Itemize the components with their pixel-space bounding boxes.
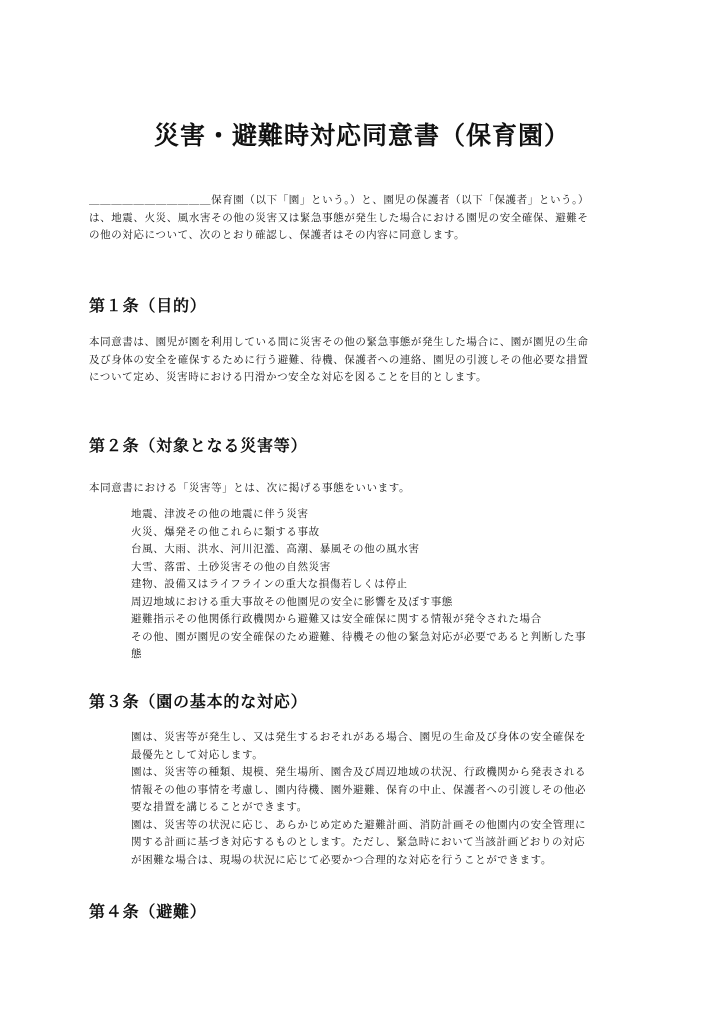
list-item: が困難な場合は、現場の状況に応じて必要かつ合理的な対応を行うことができます。 [131, 853, 552, 866]
intro-paragraph [89, 192, 649, 245]
article-1-line: 及び身体の安全を確保するために行う避難、待機、保護者への連絡、園児の引渡しその他必要な措置 [89, 353, 589, 366]
list-item: 要な措置を講じることができます。 [131, 801, 308, 813]
list-item: その他、園が園児の安全確保のため避難、待機その他の緊急対応が必要であると判断した事 [131, 630, 587, 643]
list-item: 態 [131, 648, 143, 660]
list-item: 最優先として対応します。 [131, 748, 264, 761]
article-4-heading: 第４条（避難） [89, 902, 207, 921]
intro-line: の他の対応について、次のとおり確認し、保護者はその内容に同意します。 [89, 229, 466, 241]
article-1-line: について定め、災害時における円滑かつ安全な対応を図ることを目的とします。 [89, 371, 488, 383]
article-2-heading: 第２条（対象となる災害等） [89, 436, 308, 455]
article-1-line: 本同意書は、園児が園を利用している間に災害その他の緊急事態が発生した場合に、園が園児の生命 [89, 336, 589, 348]
list-item: 台風、大雨、洪水、河川氾濫、高潮、暴風その他の風水害 [131, 543, 420, 555]
list-item: 地震、津波その他の地震に伴う災害 [131, 508, 309, 520]
intro-line: は、地震、火災、風水害その他の災害又は緊急事態が発生した場合における園児の安全確保、避難そ [89, 211, 589, 224]
list-item: 避難指示その他関係行政機関から避難又は安全確保に関する情報が発令された場合 [131, 613, 542, 625]
intro-line: ＿＿＿＿＿＿＿＿＿＿＿保育園（以下「園」という。）と、園児の保護者（以下「保護者」という。） [89, 194, 590, 206]
article-1-heading: 第１条（目的） [89, 296, 207, 315]
article-3-heading: 第３条（園の基本的な対応） [89, 692, 308, 711]
list-item: 周辺地域における重大事故その他園児の安全に影響を及ぼす事態 [131, 595, 453, 608]
list-item: 建物、設備又はライフラインの重大な損傷若しくは停止 [131, 578, 408, 590]
list-item: 関する計画に基づき対応するものとします。ただし、緊急時において当該計画どおりの対応 [131, 836, 586, 848]
list-item: 情報その他の事情を考慮し、園内待機、園外避難、保育の中止、保護者への引渡しその他必 [131, 783, 587, 796]
list-item: 園は、災害等が発生し、又は発生するおそれがある場合、園児の生命及び身体の安全確保を [131, 731, 587, 743]
article-2-paragraph [89, 480, 649, 498]
list-item: 園は、災害等の種類、規模、発生場所、園舎及び周辺地域の状況、行政機関から発表される [131, 766, 587, 778]
article-3-list [131, 729, 651, 869]
list-item: 大雪、落雷、土砂災害その他の自然災害 [131, 560, 331, 573]
list-item: 火災、爆発その他これらに類する事故 [131, 525, 320, 538]
article-2-list [131, 506, 651, 664]
document-title: 災害・避難時対応同意書（保育園） [153, 121, 570, 150]
article-1-paragraph [89, 334, 649, 387]
list-item: 園は、災害等の状況に応じ、あらかじめ定めた避難計画、消防計画その他園内の安全管理に [131, 818, 587, 831]
article-2-line: 本同意書における「災害等」とは、次に掲げる事態をいいます。 [89, 482, 411, 494]
